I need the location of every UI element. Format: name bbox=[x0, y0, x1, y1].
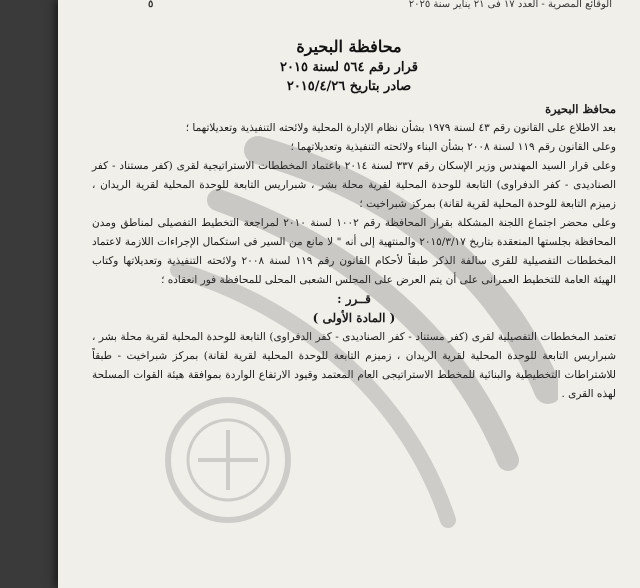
article-title: ( المادة الأولى ) bbox=[312, 311, 396, 325]
running-header-text: الوقائع المصرية - العدد ١٧ فى ٢١ يناير سنة ٢٠٢٥ bbox=[408, 0, 612, 10]
decree-body bbox=[92, 100, 616, 404]
issuer-title: محافظ البحيرة bbox=[545, 102, 616, 116]
issue-date: صادر بتاريخ ٢٠١٥/٤/٢٦ bbox=[286, 79, 412, 94]
governorate-title: محافظة البحيرة bbox=[296, 37, 402, 56]
paragraph: وعلى القانون رقم ١١٩ لسنة ٢٠٠٨ بشأن البناء ولائحته التنفيذية وتعديلاتهما ؛ bbox=[290, 141, 616, 153]
decree-number: قرار رقم ٥٦٤ لسنة ٢٠١٥ bbox=[280, 60, 418, 75]
page-number: ٥ bbox=[148, 0, 154, 10]
decided-heading: قــرر : bbox=[337, 292, 371, 306]
paragraph: بعد الاطلاع على القانون رقم ٤٣ لسنة ١٩٧٩ بشأن نظام الإدارة المحلية ولائحته التنفيذية وتعديلاتهما ؛ bbox=[185, 122, 616, 134]
article-text: تعتمد المخططات التفصيلية لقرى (كفر مستناد - كفر الصناديدى - كفر الدفراوى) التابعة للوحدة المحلية لقرية محلة بشر ، شبراريس التابعة للوحدة المحلية لقرية الريدان ، زميزم التابعة للوحدة المحلية لقرية لقانة) بمركز شبراخيت - طبقاً للاشتراطات التخطيطية والبنائية للمخطط الاستراتيجى العام المعتمد وقيود الارتفاع الواردة بموافقة هيئة القوات المسلحة لهذه القرى . bbox=[92, 331, 616, 400]
document-page bbox=[58, 0, 640, 588]
paragraph: وعلى قرار السيد المهندس وزير الإسكان رقم ٣٣٧ لسنة ٢٠١٤ باعتماد المخططات الاستراتيجية لقرى (كفر مستناد - كفر الصناديدى - كفر الدفراوى) التابعة للوحدة المحلية لقرية محلة بشر ، شبراريس التابعة للوحدة المحلية لقرية الريدان ، زميزم التابعة للوحدة المحلية لقرية لقانة) بمركز شبراخيت ؛ bbox=[92, 160, 617, 210]
decree-header bbox=[58, 36, 640, 96]
running-header bbox=[148, 0, 612, 10]
paragraph: وعلى محضر اجتماع اللجنة المشكلة بقرار المحافظة رقم ١٠٠٢ لسنة ٢٠١٠ لمراجعة التخطيط التفصيلى لمناطق ومدن المحافظة بجلستها المنعقدة بتاريخ ٢٠١٥/٣/١٧ والمنتهية إلى أنه " لا مانع من السير فى استكمال الإجراءات اللازمة لاعتماد المخططات التفصيلية للقرى سالفة الذكر طبقاً لأحكام القانون رقم ١١٩ لسنة ٢٠٠٨ ولائحته التنفيذية وتعديلاتها وكتاب الهيئة العامة للتخطيط العمرانى على أن يتم العرض على المجلس الشعبى المحلى للمحافظة فور انعقاده ؛ bbox=[92, 217, 617, 286]
